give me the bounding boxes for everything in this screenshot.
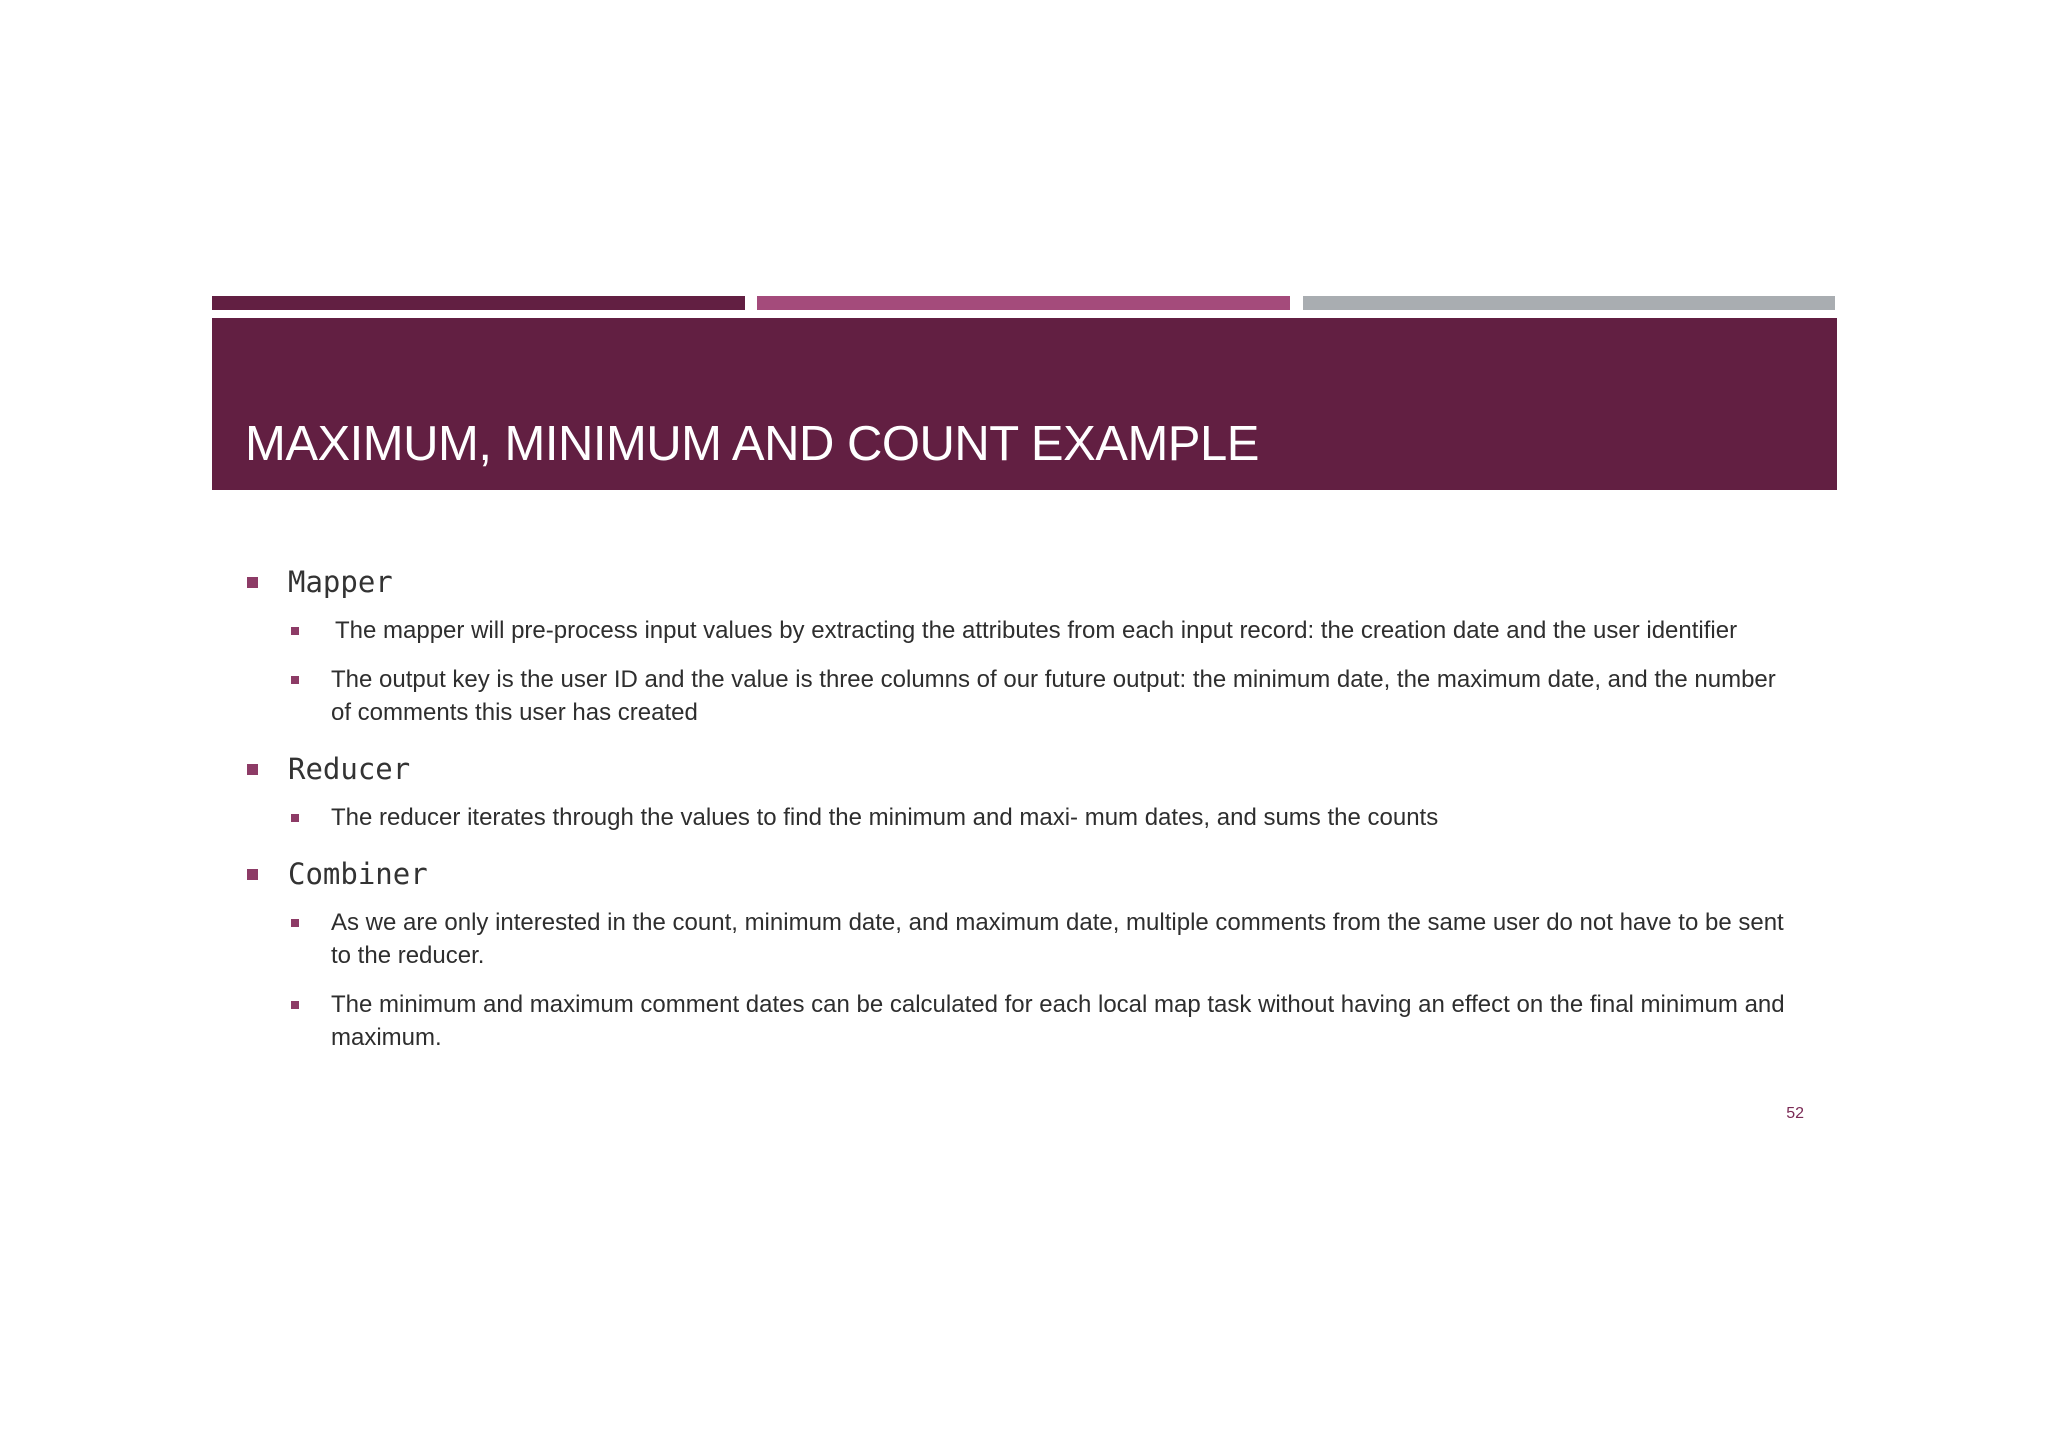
section-label: Mapper xyxy=(288,565,393,599)
section-mapper xyxy=(244,560,1804,729)
bullet-text: As we are only interested in the count, minimum date, and maximum date, multiple comments from the same user do not have to be sent to the reducer. xyxy=(331,909,1784,969)
square-bullet-icon xyxy=(291,919,299,927)
square-bullet-icon xyxy=(291,676,299,684)
page-number: 52 xyxy=(1786,1105,1804,1122)
accent-bar-secondary xyxy=(757,296,1290,310)
section-label: Combiner xyxy=(288,857,428,891)
section-heading xyxy=(244,747,1804,791)
accent-bar-tertiary xyxy=(1303,296,1835,310)
bullet-item xyxy=(291,988,1804,1054)
bullet-text: The output key is the user ID and the value is three columns of our future output: the minimum date, the maximum date, and the number of comments this user has created xyxy=(331,666,1776,726)
square-bullet-icon xyxy=(291,814,299,822)
bullet-item xyxy=(291,614,1804,647)
bullet-text: The minimum and maximum comment dates can be calculated for each local map task without having an effect on the final minimum and maximum. xyxy=(331,991,1785,1051)
slide-title: MAXIMUM, MINIMUM AND COUNT EXAMPLE xyxy=(245,417,1259,471)
section-heading xyxy=(244,560,1804,604)
title-band xyxy=(212,318,1837,490)
section-heading xyxy=(244,852,1804,896)
bullet-text: The mapper will pre-process input values by extracting the attributes from each input record: the creation date and the user identifier xyxy=(335,617,1738,644)
bullet-text: The reducer iterates through the values to find the minimum and maxi- mum dates, and sums the counts xyxy=(331,804,1439,831)
square-bullet-icon xyxy=(291,1001,299,1009)
square-bullet-icon xyxy=(247,577,258,588)
square-bullet-icon xyxy=(247,869,258,880)
slide-content xyxy=(244,560,1804,1072)
square-bullet-icon xyxy=(291,627,299,635)
bullet-item xyxy=(291,801,1804,834)
section-reducer xyxy=(244,747,1804,834)
section-combiner xyxy=(244,852,1804,1054)
bullet-item xyxy=(291,663,1804,729)
accent-bar-primary xyxy=(212,296,745,310)
bullet-item xyxy=(291,906,1804,972)
square-bullet-icon xyxy=(247,764,258,775)
section-label: Reducer xyxy=(288,752,411,786)
